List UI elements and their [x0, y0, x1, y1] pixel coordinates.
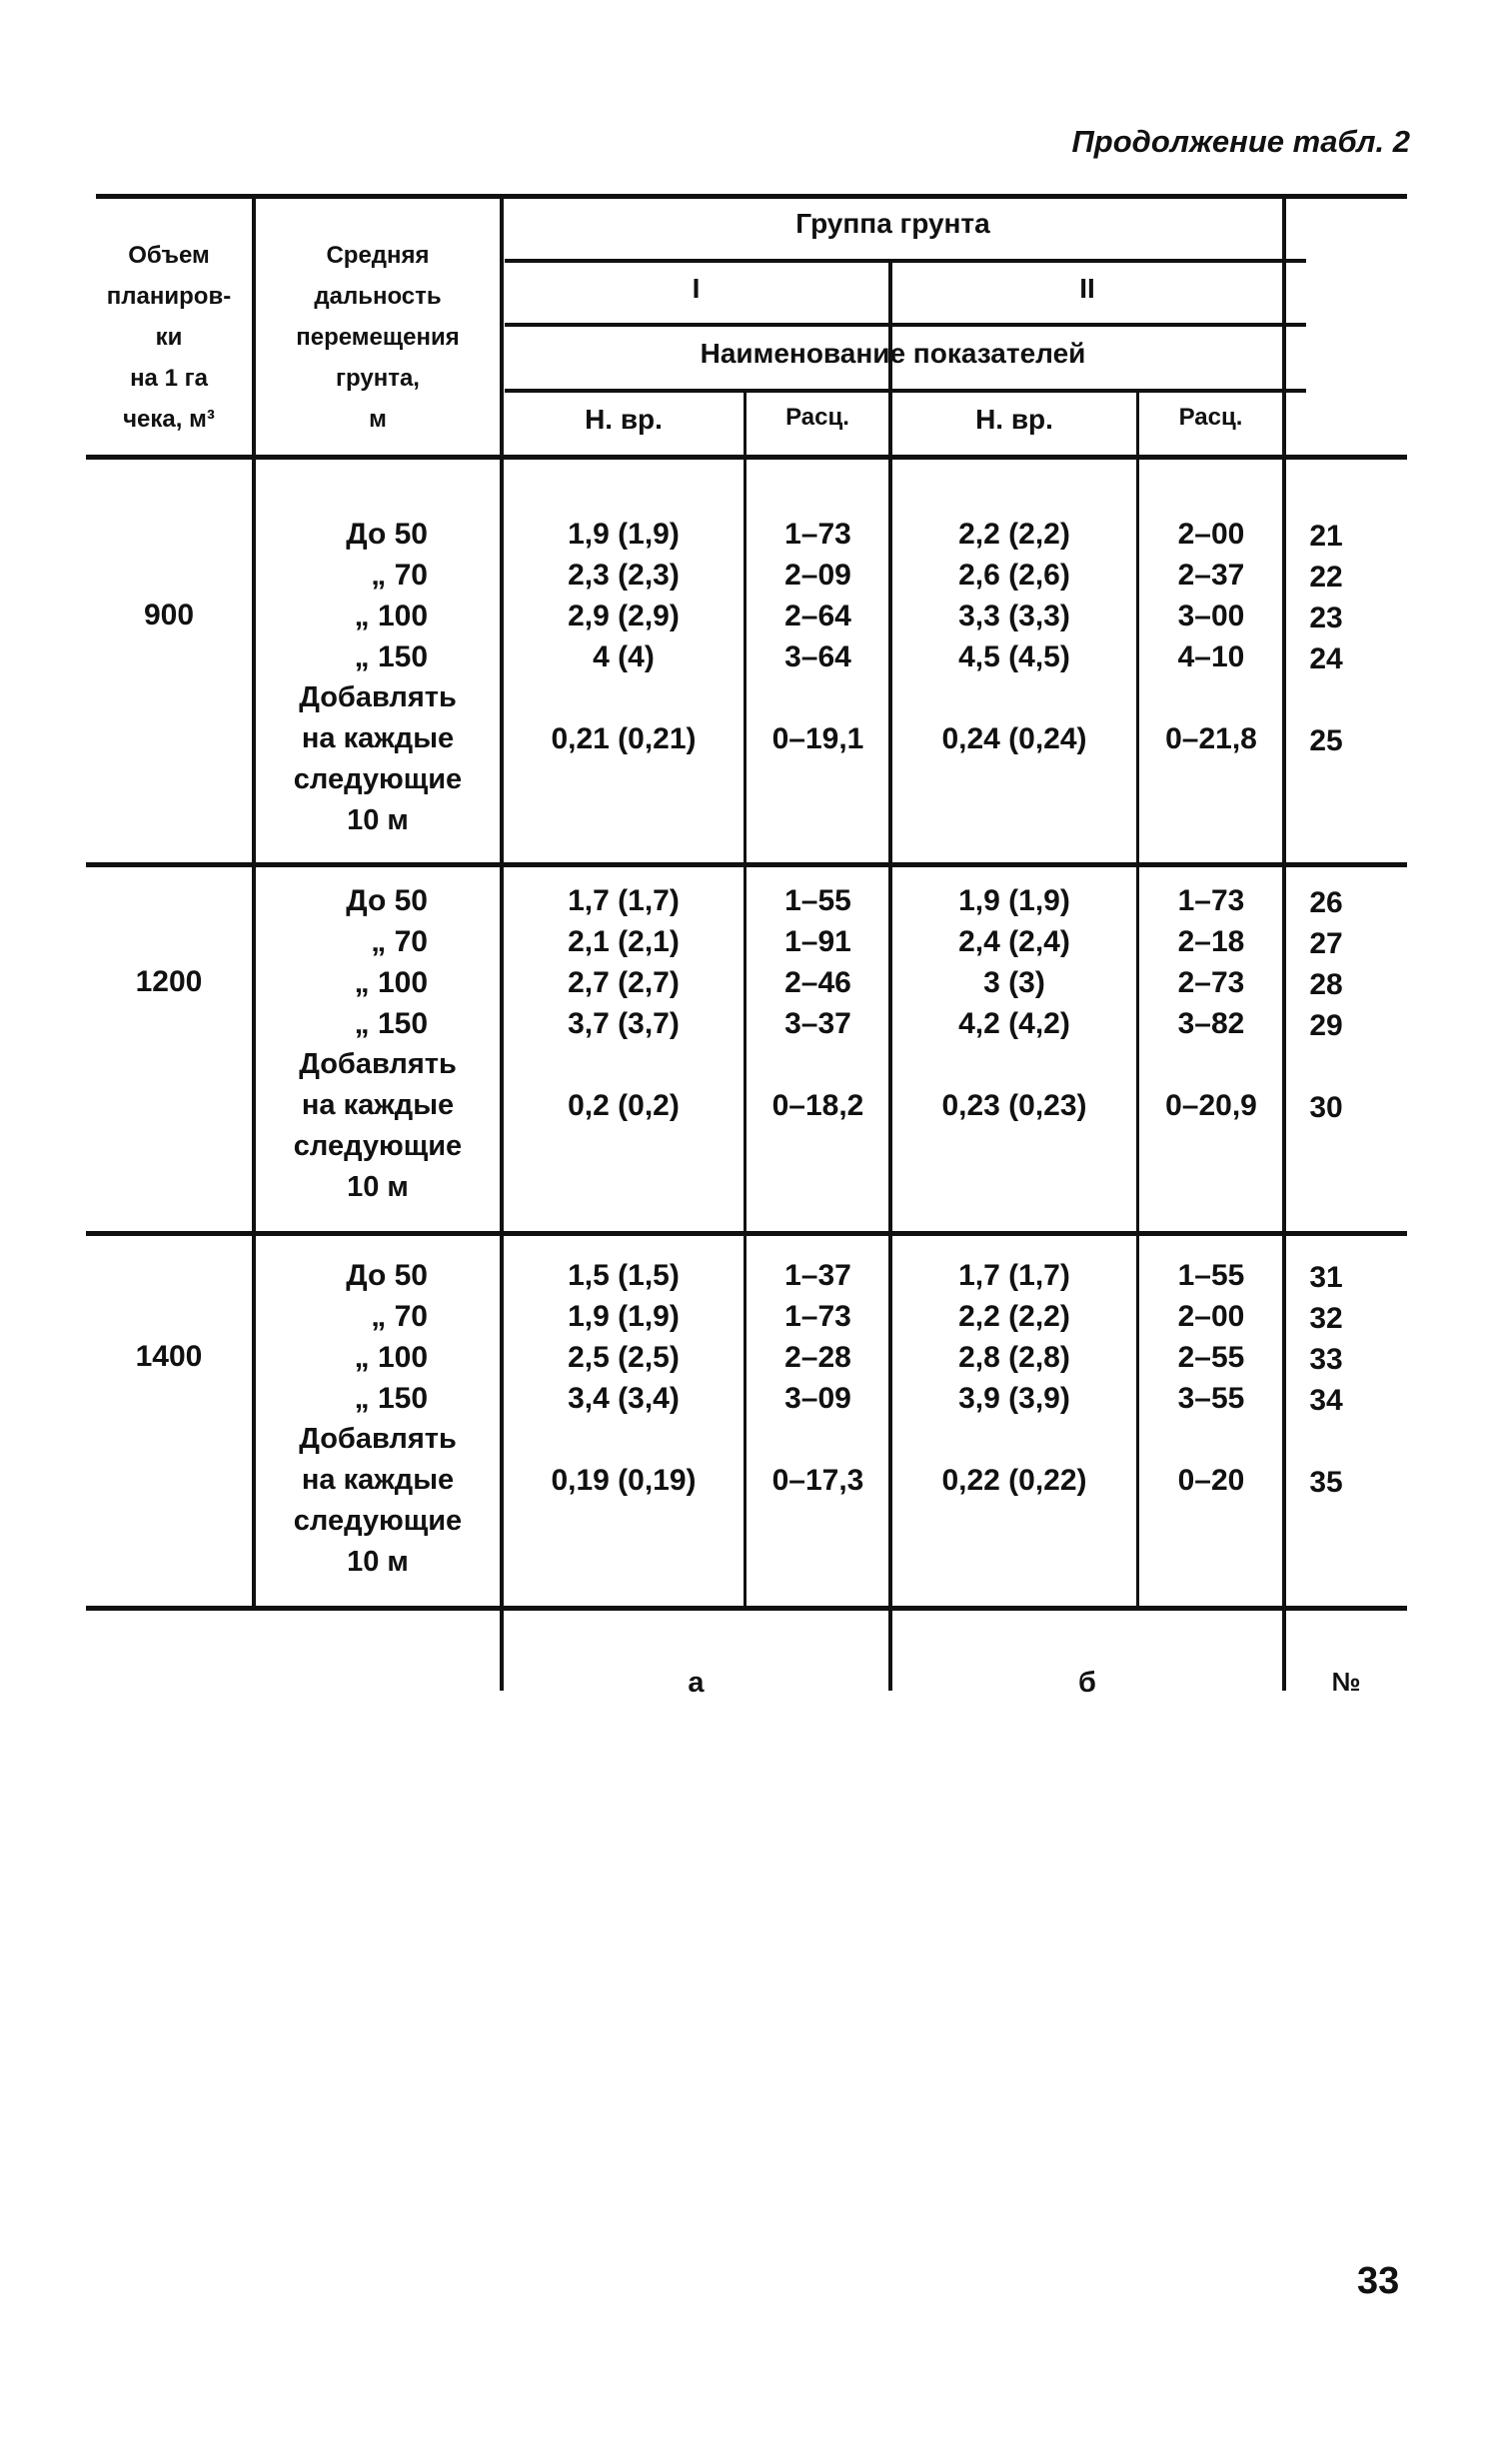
- norm-time-value: 3,7 (3,7): [568, 1007, 680, 1040]
- norm-time-2-column: [892, 880, 1136, 1126]
- row-number: 29: [1309, 1009, 1343, 1042]
- norm-time-value: 4,2 (4,2): [958, 1007, 1070, 1040]
- distance-value: „ 150: [354, 1007, 428, 1040]
- norm-time-value: 3 (3): [983, 966, 1045, 999]
- norm-time-1-column: [504, 880, 744, 1126]
- norm-time-value: 2,3 (2,3): [568, 559, 680, 592]
- volume-header-line: на 1 га: [130, 365, 208, 392]
- row-number: 28: [1309, 968, 1343, 1001]
- add-label: 10 м: [347, 1171, 409, 1203]
- distance-header-line: Средняя: [326, 242, 430, 269]
- row-number: 26: [1309, 886, 1343, 919]
- row-number-column: [1286, 1257, 1366, 1503]
- header-bottom-rule: [86, 455, 1407, 460]
- rate-value: 1–55: [1177, 1259, 1245, 1292]
- indicators-header: Наименование показателей: [700, 338, 1086, 369]
- rate-add-value: 0–20,9: [1165, 1089, 1257, 1122]
- rate-1-column: [748, 1255, 888, 1501]
- distance-cell: [256, 1255, 500, 1583]
- add-label: Добавлять: [299, 1048, 457, 1080]
- col-rule-5: [1136, 391, 1139, 1608]
- rate-add-value: 0–18,2: [771, 1089, 864, 1122]
- rate-value: 3–37: [784, 1007, 851, 1040]
- rate-value: 2–18: [1177, 925, 1245, 958]
- norm-time-value: 1,5 (1,5): [568, 1259, 680, 1292]
- norm-time-value: 1,9 (1,9): [958, 884, 1070, 917]
- norm-time-value: 2,9 (2,9): [568, 600, 680, 632]
- rate-value: 2–00: [1177, 1300, 1245, 1333]
- subgroup-rule: [505, 323, 1306, 327]
- soil-group-header: Группа грунта: [795, 208, 990, 239]
- rate-value: 2–28: [784, 1341, 851, 1374]
- rate-value: 1–91: [784, 925, 851, 958]
- norm-time-value: 2,5 (2,5): [568, 1341, 680, 1374]
- footer-label-b: б: [1078, 1667, 1096, 1699]
- norm-time-header-1: Н. вр.: [585, 404, 663, 435]
- norm-time-value: 2,1 (2,1): [568, 925, 680, 958]
- table-top-rule: [96, 194, 1407, 199]
- rate-value: 2–00: [1177, 518, 1245, 551]
- distance-header-line: перемещения: [296, 324, 460, 351]
- rate-add-value: 0–17,3: [771, 1464, 864, 1497]
- add-label: 10 м: [347, 1546, 409, 1578]
- row-number-column: [1286, 516, 1366, 761]
- rate-value: 2–09: [784, 559, 851, 592]
- norm-time-value: 1,7 (1,7): [568, 884, 680, 917]
- rate-2-column: [1140, 1255, 1282, 1501]
- norm-time-2-column: [892, 514, 1136, 759]
- distance-value: „ 100: [354, 600, 428, 632]
- rate-value: 3–09: [784, 1382, 851, 1415]
- soil-group-2-header: II: [1079, 273, 1095, 304]
- row-number-column: [1286, 882, 1366, 1128]
- norm-time-value: 3,3 (3,3): [958, 600, 1070, 632]
- rate-header-1: Расц.: [785, 404, 849, 431]
- norm-time-value: 2,8 (2,8): [958, 1341, 1070, 1374]
- table-bottom-rule: [86, 1606, 1407, 1611]
- rate-value: 3–64: [784, 640, 851, 673]
- distance-value: „ 100: [354, 966, 428, 999]
- rate-value: 2–64: [784, 600, 851, 632]
- rate-add-value: 0–19,1: [771, 722, 864, 755]
- rate-value: 4–10: [1177, 640, 1245, 673]
- col-rule-3: [744, 391, 747, 1608]
- norm-time-value: 2,4 (2,4): [958, 925, 1070, 958]
- rate-value: 1–73: [784, 518, 851, 551]
- volume-column-header: [86, 242, 252, 447]
- norm-time-value: 3,4 (3,4): [568, 1382, 680, 1415]
- volume-cell: 1400: [135, 1340, 203, 1373]
- norm-time-add-value: 0,23 (0,23): [941, 1089, 1087, 1122]
- norm-time-add-value: 0,2 (0,2): [568, 1089, 680, 1122]
- distance-value: „ 70: [371, 1300, 428, 1333]
- rate-add-value: 0–20: [1177, 1464, 1245, 1497]
- distance-value: „ 70: [371, 925, 428, 958]
- add-label: следующие: [293, 763, 463, 795]
- row-number: 25: [1309, 724, 1343, 757]
- norm-time-value: 2,7 (2,7): [568, 966, 680, 999]
- norm-time-value: 3,9 (3,9): [958, 1382, 1070, 1415]
- add-label: на каждые: [301, 1464, 455, 1496]
- footer-label-number: №: [1331, 1667, 1361, 1697]
- norm-time-1-column: [504, 1255, 744, 1501]
- add-label: следующие: [293, 1130, 463, 1162]
- rate-value: 3–55: [1177, 1382, 1245, 1415]
- norm-time-value: 2,2 (2,2): [958, 1300, 1070, 1333]
- row-number: 32: [1309, 1302, 1343, 1335]
- distance-column-header: [256, 242, 500, 447]
- rate-value: 2–73: [1177, 966, 1245, 999]
- row-number: 35: [1309, 1466, 1343, 1499]
- distance-cell: [256, 880, 500, 1208]
- norm-time-value: 4 (4): [593, 640, 655, 673]
- rate-value: 2–46: [784, 966, 851, 999]
- rate-value: 1–73: [784, 1300, 851, 1333]
- norm-time-value: 2,2 (2,2): [958, 518, 1070, 551]
- rate-value: 1–55: [784, 884, 851, 917]
- footer-label-a: а: [688, 1667, 705, 1699]
- distance-value: „ 150: [354, 640, 428, 673]
- rate-2-column: [1140, 880, 1282, 1126]
- norm-time-add-value: 0,19 (0,19): [551, 1464, 697, 1497]
- norm-time-1-column: [504, 514, 744, 759]
- distance-header-line: грунта,: [336, 365, 420, 392]
- norm-time-add-value: 0,24 (0,24): [941, 722, 1087, 755]
- row-number: 30: [1309, 1091, 1343, 1124]
- rate-header-2: Расц.: [1178, 404, 1243, 431]
- rate-1-column: [748, 880, 888, 1126]
- distance-value: До 50: [346, 518, 428, 551]
- row-number: 34: [1309, 1384, 1343, 1417]
- distance-value: „ 150: [354, 1382, 428, 1415]
- rate-2-column: [1140, 514, 1282, 759]
- rate-value: 3–82: [1177, 1007, 1245, 1040]
- distance-cell: [256, 514, 500, 841]
- norm-time-2-column: [892, 1255, 1136, 1501]
- norm-time-value: 1,7 (1,7): [958, 1259, 1070, 1292]
- add-label: Добавлять: [299, 1423, 457, 1455]
- volume-cell: 1200: [135, 965, 203, 998]
- norm-time-add-value: 0,22 (0,22): [941, 1464, 1087, 1497]
- volume-cell: 900: [143, 599, 195, 631]
- row-number: 23: [1309, 602, 1343, 634]
- volume-header-line: ки: [155, 324, 183, 351]
- row-number: 31: [1309, 1261, 1343, 1294]
- add-label: Добавлять: [299, 681, 457, 713]
- page-number: 33: [1357, 2260, 1400, 2302]
- norm-time-header-2: Н. вр.: [975, 404, 1053, 435]
- row-number: 21: [1309, 520, 1343, 553]
- norm-time-add-value: 0,21 (0,21): [551, 722, 697, 755]
- norm-time-value: 1,9 (1,9): [568, 1300, 680, 1333]
- rate-add-value: 0–21,8: [1165, 722, 1257, 755]
- section-rule-2: [86, 1231, 1407, 1236]
- add-label: на каждые: [301, 1089, 455, 1121]
- add-label: следующие: [293, 1505, 463, 1537]
- distance-value: „ 100: [354, 1341, 428, 1374]
- continuation-note: Продолжение табл. 2: [1071, 124, 1410, 159]
- rate-value: 2–55: [1177, 1341, 1245, 1374]
- rate-value: 1–73: [1177, 884, 1245, 917]
- group-rule: [505, 259, 1306, 263]
- row-number: 24: [1309, 642, 1343, 675]
- distance-header-line: дальность: [314, 283, 442, 310]
- volume-header-line: чека, м³: [123, 406, 215, 433]
- distance-value: До 50: [346, 1259, 428, 1292]
- indicator-rule: [505, 389, 1306, 393]
- norm-time-value: 1,9 (1,9): [568, 518, 680, 551]
- row-number: 33: [1309, 1343, 1343, 1376]
- volume-header-line: планиров-: [106, 283, 232, 310]
- section-rule-1: [86, 862, 1407, 867]
- add-label: на каждые: [301, 722, 455, 754]
- distance-value: „ 70: [371, 559, 428, 592]
- norm-time-value: 4,5 (4,5): [958, 640, 1070, 673]
- rate-value: 1–37: [784, 1259, 851, 1292]
- rate-1-column: [748, 514, 888, 759]
- distance-header-line: м: [369, 406, 387, 433]
- distance-value: До 50: [346, 884, 428, 917]
- rate-value: 2–37: [1177, 559, 1245, 592]
- row-number: 27: [1309, 927, 1343, 960]
- row-number: 22: [1309, 561, 1343, 594]
- add-label: 10 м: [347, 804, 409, 836]
- volume-header-line: Объем: [128, 242, 210, 269]
- soil-group-1-header: I: [692, 273, 701, 304]
- norm-time-value: 2,6 (2,6): [958, 559, 1070, 592]
- rate-value: 3–00: [1177, 600, 1245, 632]
